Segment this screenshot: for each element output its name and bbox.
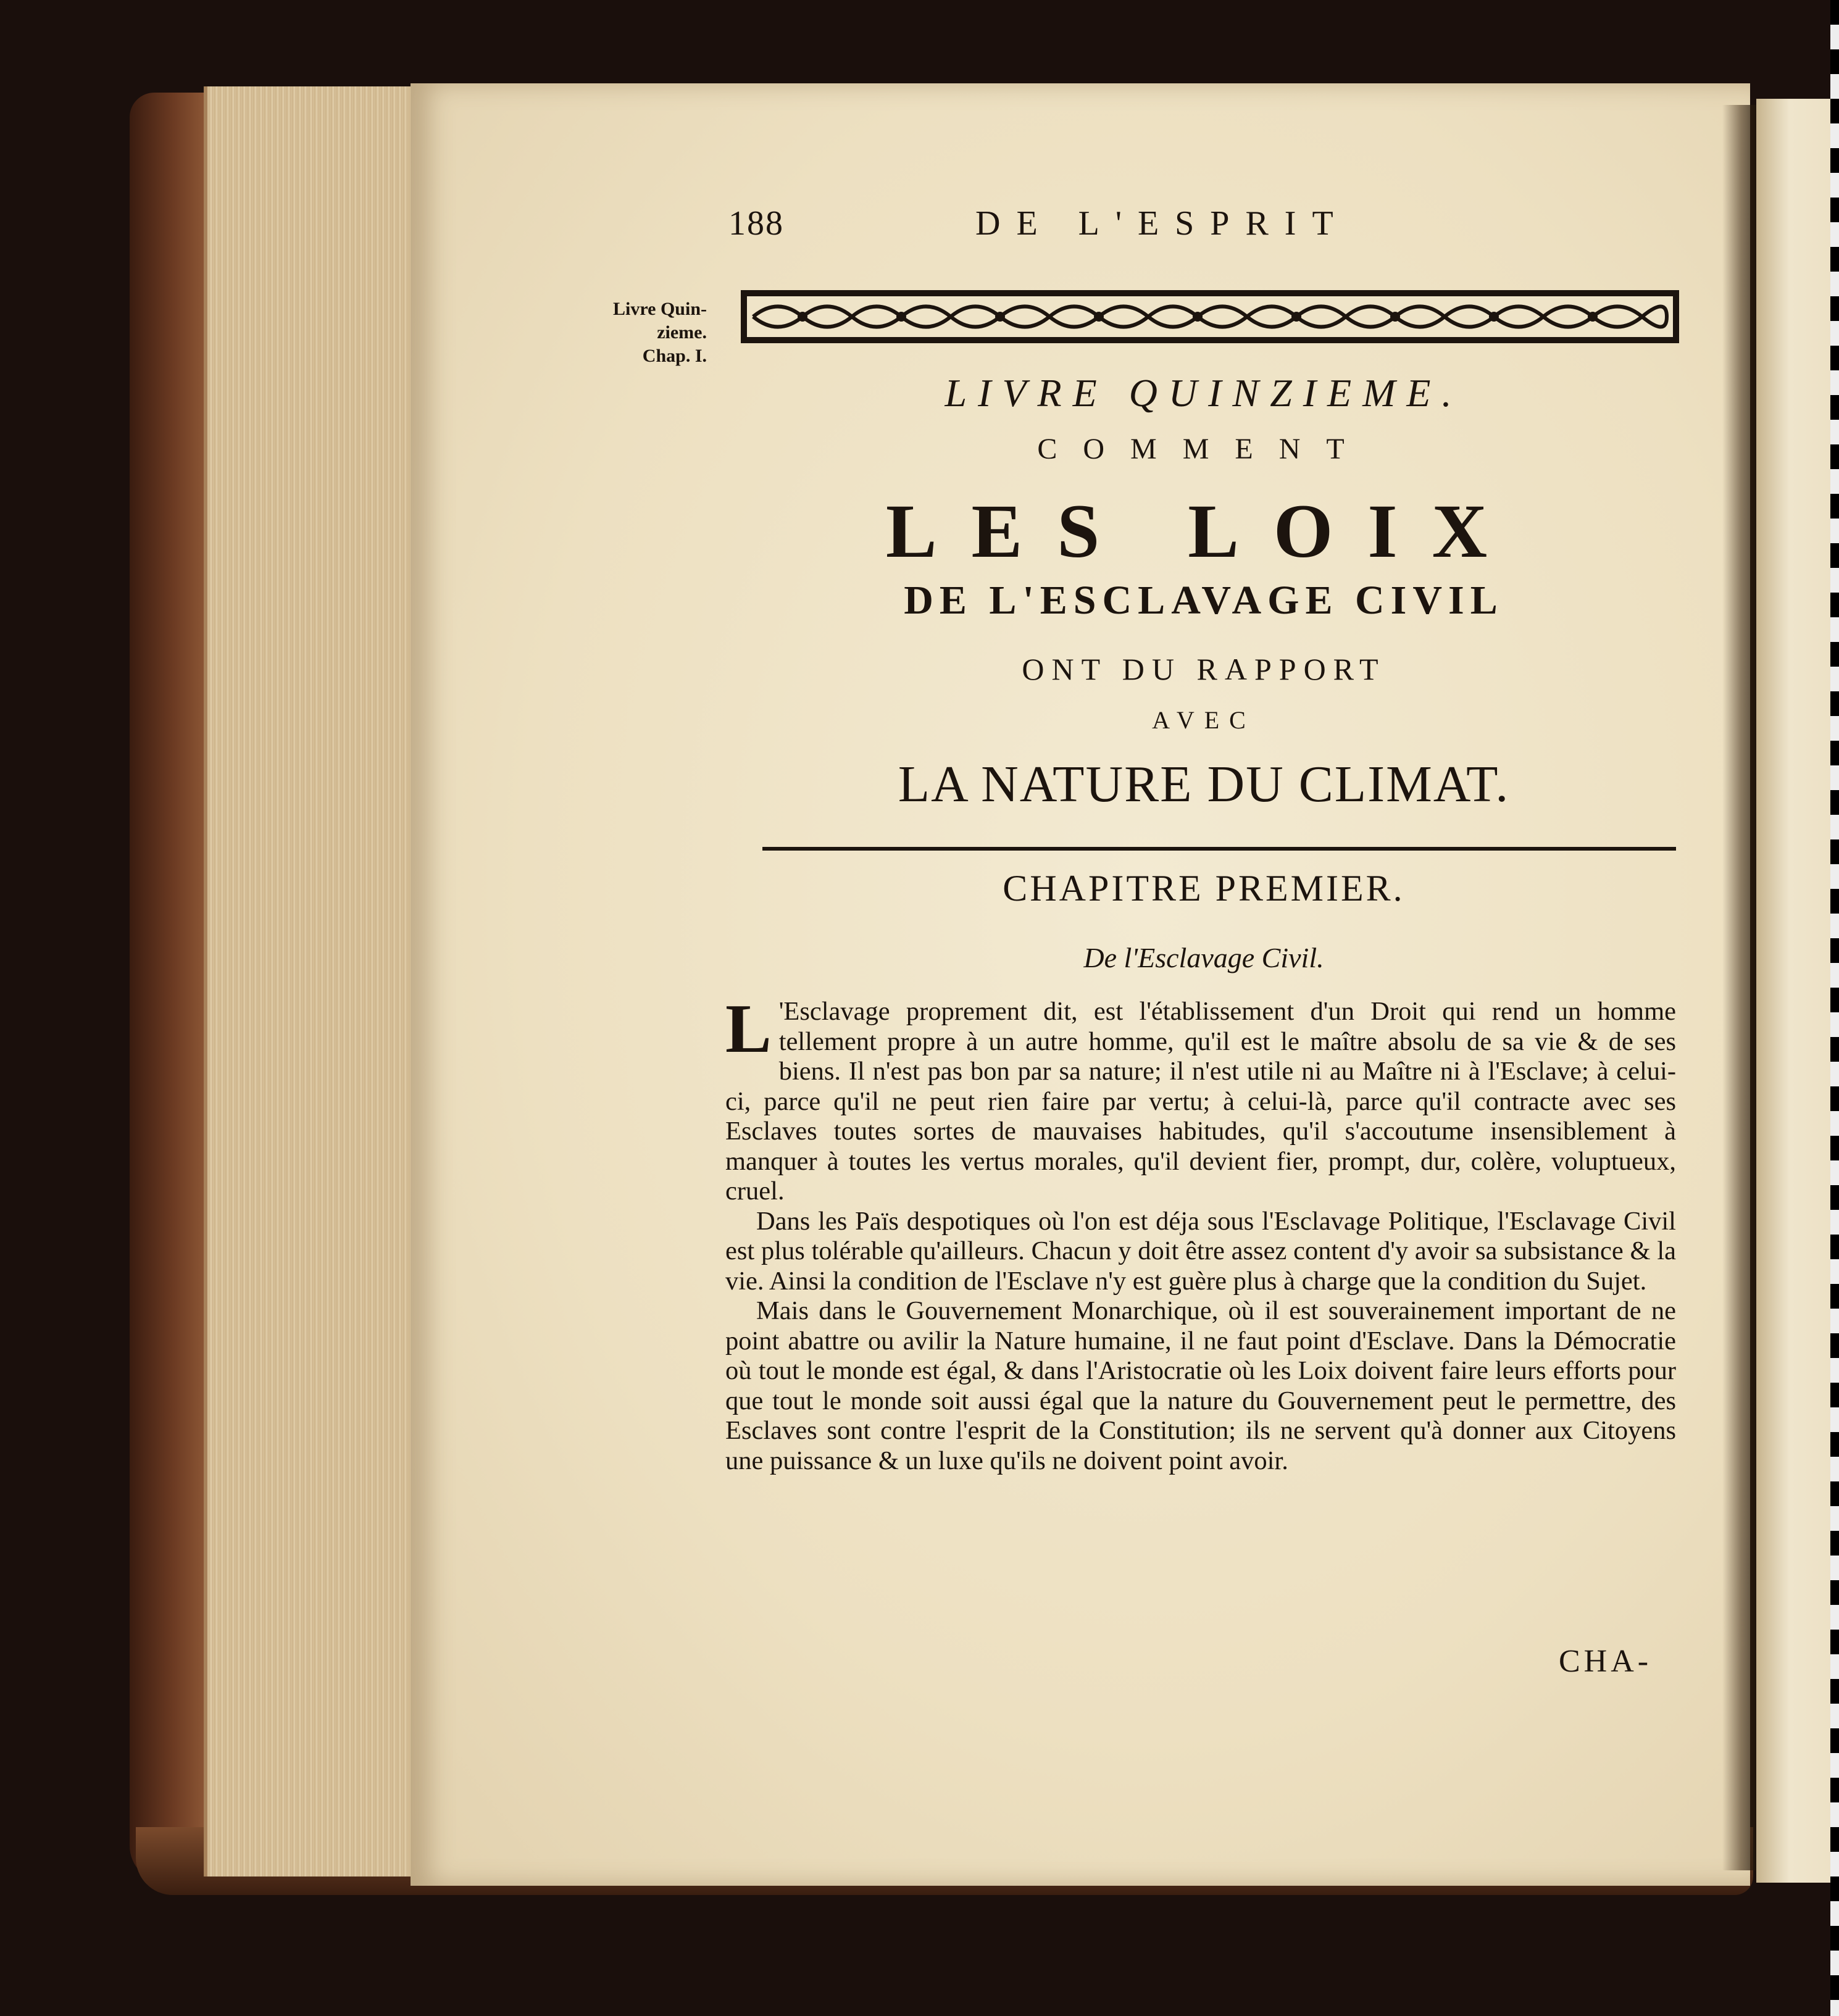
- gutter-shadow: [1722, 105, 1759, 1870]
- divider-rule: [762, 847, 1676, 851]
- paragraph-3: Mais dans le Gouvernement Monarchique, où il est souverainement important de ne point abattre ou avilir la Nature humaine, il ne faut point d'Esclave. Dans la Démocratie où tout le monde est égal, & dans l'Aristocratie où les Loix doivent faire leurs efforts pour que tout le monde soit aussi égal que la nature du Gouvernement peut le permettre, des Esclaves sont contre l'esprit de la Constitution; ils ne servent qu'à donner aux Citoyens une puissance & un luxe qu'ils ne doivent point avoir.: [725, 1296, 1676, 1475]
- chapter-subtitle: De l'Esclavage Civil.: [1083, 942, 1324, 973]
- book-title: LIVRE QUINZIEME.: [945, 371, 1463, 415]
- paragraph-2: Dans les Païs despotiques où l'on est déja sous l'Esclavage Politique, l'Esclavage Civil est plus tolérable qu'ailleurs. Chacun y doit être assez content d'y avoir sa subsistance & la vie. Ainsi la condition de l'Esclave n'y est guère plus à charge que la condition du Sujet.: [725, 1206, 1676, 1296]
- heading-avec: AVEC: [1152, 706, 1256, 734]
- heading-les-loix: LES LOIX: [885, 489, 1522, 573]
- body-text: [725, 991, 1676, 1476]
- running-title: DE L'ESPRIT: [975, 204, 1349, 243]
- catchword: CHA-: [1559, 1644, 1653, 1679]
- drop-cap: L: [725, 991, 772, 1067]
- page-number: 188: [728, 204, 784, 243]
- chapter-title: CHAPITRE PREMIER.: [1003, 868, 1405, 909]
- heading-ont-du-rapport: ONT DU RAPPORT: [1022, 652, 1386, 686]
- page-edges: [204, 86, 417, 1876]
- heading-nature-du-climat: LA NATURE DU CLIMAT.: [898, 756, 1510, 813]
- paragraph-1: [725, 991, 1676, 1207]
- facing-page: [1756, 99, 1839, 1883]
- ornament-headpiece: [741, 290, 1679, 343]
- color-scale-bar: [1830, 0, 1839, 2016]
- margin-note: [608, 298, 707, 368]
- paragraph-1-text: 'Esclavage proprement dit, est l'établissement d'un Droit qui rend un homme tellement propre à un autre homme, qu'il est le maître absolu de sa vie & de ses biens. Il n'est pas bon par sa nature; il n'est utile ni au Maître ni à l'Esclave; à celui-ci, parce qu'il ne peut rien faire par vertu; à celui-là, parce qu'il contracte avec ses Esclaves toutes sortes de mauvaises habitudes, qu'il s'accoutume insensiblement à manquer à toutes les vertus morales, qu'il devient fier, prompt, dur, colère, voluptueux, cruel.: [725, 997, 1676, 1206]
- heading-comment: COMMENT: [1037, 433, 1370, 465]
- heading-esclavage-civil: DE L'ESCLAVAGE CIVIL: [904, 578, 1504, 623]
- margin-note-text: Livre Quin-zieme. Chap. I.: [613, 299, 707, 366]
